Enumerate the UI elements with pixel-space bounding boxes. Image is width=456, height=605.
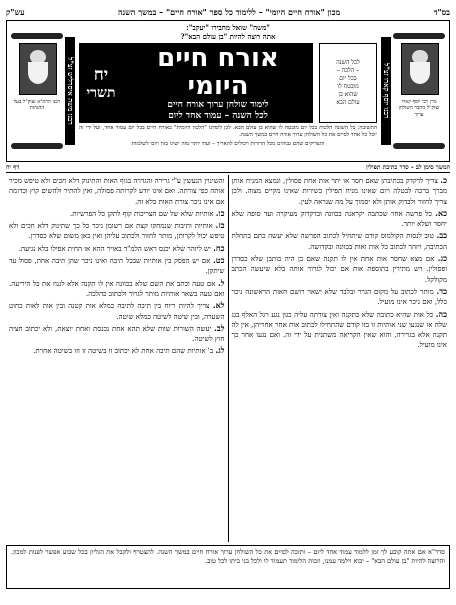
column-divider (228, 175, 229, 542)
scroll-rod (393, 33, 445, 39)
subtitle-1: לימוד שולחן ערוך אורח חיים (167, 100, 269, 110)
section-title: המשך סימן לב – סדר כתיבת תפילין (366, 164, 450, 171)
left-portrait-scroll (11, 25, 75, 157)
right-caption: מרן רבי יוסף קארו זצוק"ל מחבר השולחן ערוך (398, 99, 440, 118)
paragraph: לג. ב' אותיות שהם תיבה אחת לא יכתוב זו בשיטה זו וזו בשיטה אחרת. (33, 345, 225, 356)
column-left (6, 175, 228, 542)
top-line-center: מכון "אורח חיים היומי" – ללימוד כל ספר "אורח חיים" – במשך השנה (117, 6, 341, 17)
paragraph: כה. כל אות שהיא כתובה שלא כתקנה ואין צורתה עליה כגון נגע רגל האלף בגג שלה או שנגעו שני אותיות זו בזו קודם שהתחילו לכתוב אות אחר אחריהן, אין לה תקנה אלא בגרירה, והוא שאין הקריאה משתנית על ידי זה. ואם נגעו אחר כך אינו מועיל. (231, 308, 447, 350)
side-box: לכל השנה – הלכה – בכל יום מובטח לו שהוא בן עולם הבא (319, 43, 377, 123)
date-month: תשרי (86, 84, 116, 101)
text-body (6, 175, 450, 542)
masthead (6, 20, 450, 162)
date-box (79, 43, 123, 123)
masthead-center (79, 23, 377, 148)
portrait-right (401, 43, 439, 95)
portrait-left (19, 43, 57, 95)
paragraph: כ. צריך לדקדק בכתיבתן שאם חסר או יתר אות אחת פסולין, ונמצא המניח אותן מברך ברכה לבטלה ויום שאינו מניח תפילין כשירות שאינו מקיים מצוה. ולכן צריך לחזור ולבדוק אותן ולא יסמוך על מה שנראה לעין. (231, 175, 447, 206)
page-title: אורח חיים היומי (157, 43, 279, 101)
paragraph: ל. אם טעה וכתב את השם שלא בכוונה אין לו תקנה אלא לגנוז את כל היריעה. ואם טעה בשאר אותיות מותר לגרור ולכתוב כהלכה. (9, 277, 225, 298)
paragraph: לא. צריך להיות ריוח בין תיבה לתיבה כמלא אות קטנה ובין אות לאות כחוט השערה, ובין שיטה לשיטה כמלא שיטה. (9, 300, 225, 321)
left-strip: רבנו משה איסרליש זצ"ל (65, 37, 75, 145)
scroll-rod (11, 33, 63, 39)
scroll-rod (11, 143, 63, 149)
paragraph: כא. כל פרשה אחר שכתבה יקראנה בכוונה ובדקדוק מעיקרה ועד סופה שלא יחסר ושלא יותר. (231, 207, 447, 229)
top-line-right: בס"ד (433, 6, 450, 17)
footer-text: סדר"א אם אתה קובע לך זמן ללמוד עמוד אחד ליום – ותזכה לסיים את כל השולחן ערוך אורח חיים במשך השנה. להצטרף ולקבל את הגליון בכל שבוע אפשר לפנות למכון. והרוצה להיות "בן עולם הבא" – יבוא וילמד עמנו, וזכות הלימוד תעמוד לו ולכל בני ביתו לכל טוב. (11, 548, 445, 565)
title-main (123, 43, 313, 123)
paragraph: כו. אותיות שלא של שם הצריכות קוף לתקן כל הפרשיות. (69, 207, 225, 218)
header-subquote: אתה רוצה להיות "בן עולם הבא"? (180, 32, 276, 41)
footer-box (6, 545, 450, 589)
date-day: יח (93, 64, 109, 85)
page-ref: דף יח (6, 164, 20, 171)
paragraph: כז. אותיות ותיבות שנמחקו קצת אם רשומן ניכר כל כך שתינוק דלא חכים ולא טיפש יכול לקרותן, מותר לחזור ולכתוב עליהן ואין כאן משום שלא כסדרן. (9, 220, 225, 241)
paragraph: והשינוין הנעשין ע"י גרירה והגדרה בגוף האות והתינוק דלא חכים ולא טיפש מכיר אותה כפי צורתה. ואם אינו יודע לקרותה פסולה, ואין להתיר ולהשים קוץ וכדומה אם אינו ניכר צורת האות בלא זה. (9, 177, 225, 206)
left-caption: רבנו הרמ"א זצוק"ל בעל ההגהות (13, 99, 61, 112)
top-line-left: עש"ק (6, 6, 25, 17)
page (6, 5, 450, 595)
title-box (79, 43, 377, 123)
top-line (6, 5, 450, 18)
section-bar (6, 164, 450, 173)
right-portrait-scroll (382, 25, 445, 157)
right-strip: רבנו יוסף קארו זצ"ל (381, 37, 391, 145)
subtitle-2: לכל השנה – עמוד אחד ליום (168, 111, 268, 121)
paragraph: כד. מותר לכתוב על מקום הגרר ובלבד שלא ישאר רושם האות הראשונה ניכר כלל, ואם ניכר אינו מועיל. (231, 285, 447, 307)
paragraph: כח. יש ליזהר שלא יכנס ראש הלמ"ד באויר ההא או החית אפילו בלא נגיעה. (18, 242, 225, 253)
paragraph: כב. טוב לנסות הקולמוס קודם שיתחיל לכתוב הפרשה שלא יעשה כתם בתחלת הכתיבה, ויזהר לכתוב כל אות ואות בכוונה ובקדושה. (231, 230, 447, 251)
paragraph: לב. יעשה השורות שוות שלא תהא אחת נכנסת ואחת יוצאת, ולא יכתוב חציה חוץ לשיטה. (9, 322, 225, 344)
scroll-rod (393, 143, 445, 149)
paragraph: כג. אם מצא שחסר אות אחת אין לו תקנה שאם כן היה כותבן שלא כסדרן ופסולין. ויש מתירין בתוספת אות אם יכול לגרור אותה בלא שיעשה הכתב מקולקל. (231, 253, 447, 284)
header-info-2: והצדיקים שהם גבוהים מכל הדורות ויכולים להאריך – ועוד יותר מזה ישיגו בזה ויזכו לשלמות (131, 141, 325, 148)
header-info: התשובה: כל השונה הלכות בכל יום מובטח לו שהוא בן עולם הבא. לכן לימדנו "הלכה היומית" באורח חיים בכל יום עמוד אחד, ועל ידי זה יוכל כל אחד לסיים את כל השולחן ערוך אורח חיים במשך השנה. (79, 125, 377, 139)
paragraph: כט. אם יש הפסק בין אותיות שבכל תיבה ואינו ניכר שהן תיבה אחת, פסול עד שיתקן. (9, 255, 225, 276)
header-quote: "משה" שואל מחבירו "יעקב": (186, 23, 270, 32)
column-right (229, 175, 451, 542)
